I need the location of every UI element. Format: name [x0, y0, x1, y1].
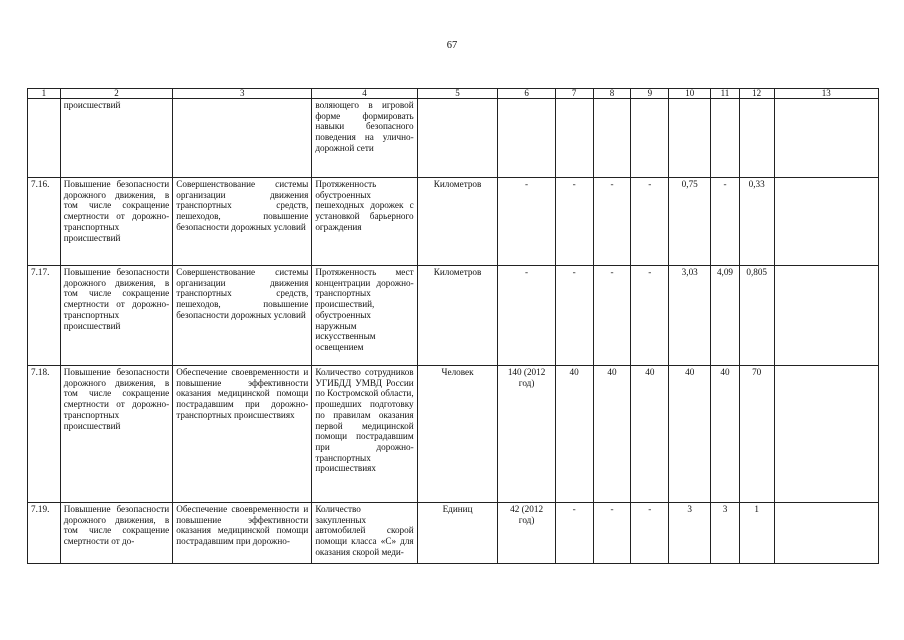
- value-cell: [711, 99, 740, 178]
- note-cell: [774, 266, 878, 366]
- value-cell: 3: [711, 503, 740, 564]
- column-number-header-row: [28, 89, 879, 99]
- column-number-header: 5: [417, 89, 498, 99]
- unit-cell: Единиц: [417, 503, 498, 564]
- row-number-cell: 7.17.: [28, 266, 61, 366]
- value-cell: -: [593, 266, 631, 366]
- column-number-header: 8: [593, 89, 631, 99]
- value-cell: [555, 99, 593, 178]
- value-cell: 3,03: [669, 266, 711, 366]
- column-number-header: 2: [60, 89, 173, 99]
- value-cell: 40: [669, 366, 711, 503]
- value-cell: 4,09: [711, 266, 740, 366]
- row-number-cell: 7.19.: [28, 503, 61, 564]
- column-number-header: 11: [711, 89, 740, 99]
- value-cell: -: [555, 266, 593, 366]
- measure-cell: Совершенствование системы организации движения транспортных средств, пешеходов, повышение безопасности дорожных условий: [173, 178, 312, 266]
- column-number-header: 1: [28, 89, 61, 99]
- column-number-header: 6: [498, 89, 555, 99]
- column-number-header: 4: [312, 89, 417, 99]
- goal-cell: Повышение безопасности дорожного движения, в том числе сокращение смертности от дорожно-транспортных происшествий: [60, 178, 173, 266]
- value-cell: -: [631, 266, 669, 366]
- row-number-cell: 7.16.: [28, 178, 61, 266]
- value-cell: -: [711, 178, 740, 266]
- value-cell: 0,75: [669, 178, 711, 266]
- measure-cell: Совершенствование системы организации движения транспортных средств, пешеходов, повышение безопасности дорожных условий: [173, 266, 312, 366]
- value-cell: 0,805: [739, 266, 774, 366]
- indicator-cell: Количество закупленных автомобилей скорой помощи класса «С» для оказания скорой меди-: [312, 503, 417, 564]
- note-cell: [774, 178, 878, 266]
- value-cell: 42 (2012 год): [498, 503, 555, 564]
- unit-cell: Километров: [417, 266, 498, 366]
- goal-cell: происшествий: [60, 99, 173, 178]
- indicator-cell: Протяженность обустроенных пешеходных дорожек с установкой барьерного ограждения: [312, 178, 417, 266]
- indicator-cell: Протяженность мест концентрации дорожно-транспортных происшествий, обустроенных наружным искусственным освещением: [312, 266, 417, 366]
- unit-cell: [417, 99, 498, 178]
- measure-cell: Обеспечение своевременности и повышение эффективности оказания медицинской помощи пострадавшим при дорожно-транспортных происшествиях: [173, 366, 312, 503]
- value-cell: 40: [711, 366, 740, 503]
- value-cell: 140 (2012 год): [498, 366, 555, 503]
- column-number-header: 3: [173, 89, 312, 99]
- table-row: [28, 266, 879, 366]
- value-cell: [739, 99, 774, 178]
- measure-cell: [173, 99, 312, 178]
- table-row: [28, 178, 879, 266]
- goal-cell: Повышение безопасности дорожного движения, в том числе сокращение смертности от дорожно-транспортных происшествий: [60, 266, 173, 366]
- value-cell: -: [593, 178, 631, 266]
- value-cell: -: [631, 503, 669, 564]
- value-cell: -: [555, 503, 593, 564]
- column-number-header: 7: [555, 89, 593, 99]
- goal-cell: Повышение безопасности дорожного движения, в том числе сокращение смертности от до-: [60, 503, 173, 564]
- column-number-header: 9: [631, 89, 669, 99]
- table-row: [28, 503, 879, 564]
- table-row: [28, 99, 879, 178]
- value-cell: -: [498, 266, 555, 366]
- value-cell: 40: [631, 366, 669, 503]
- value-cell: [498, 99, 555, 178]
- value-cell: 40: [555, 366, 593, 503]
- row-number-cell: 7.18.: [28, 366, 61, 503]
- value-cell: -: [631, 178, 669, 266]
- page-number: 67: [446, 40, 458, 51]
- row-number-cell: [28, 99, 61, 178]
- value-cell: -: [498, 178, 555, 266]
- value-cell: [669, 99, 711, 178]
- value-cell: -: [555, 178, 593, 266]
- value-cell: 1: [739, 503, 774, 564]
- indicator-cell: воляющего в игровой форме формировать навыки безопасного поведения на улично-дорожной сети: [312, 99, 417, 178]
- note-cell: [774, 366, 878, 503]
- goal-cell: Повышение безопасности дорожного движения, в том числе сокращение смертности от дорожно-транспортных происшествий: [60, 366, 173, 503]
- note-cell: [774, 99, 878, 178]
- value-cell: [631, 99, 669, 178]
- value-cell: 70: [739, 366, 774, 503]
- note-cell: [774, 503, 878, 564]
- column-number-header: 10: [669, 89, 711, 99]
- value-cell: [593, 99, 631, 178]
- indicator-cell: Количество сотрудников УГИБДД УМВД России по Костромской области, прошедших подготовку по правилам оказания первой медицинской помощи пострадавшим при дорожно-транспортных происшествиях: [312, 366, 417, 503]
- unit-cell: Человек: [417, 366, 498, 503]
- program-indicators-table: [27, 88, 879, 564]
- measure-cell: Обеспечение своевременности и повышение эффективности оказания медицинской помощи пострадавшим при дорожно-: [173, 503, 312, 564]
- unit-cell: Километров: [417, 178, 498, 266]
- table-row: [28, 366, 879, 503]
- value-cell: 0,33: [739, 178, 774, 266]
- value-cell: 3: [669, 503, 711, 564]
- column-number-header: 13: [774, 89, 878, 99]
- column-number-header: 12: [739, 89, 774, 99]
- value-cell: 40: [593, 366, 631, 503]
- value-cell: -: [593, 503, 631, 564]
